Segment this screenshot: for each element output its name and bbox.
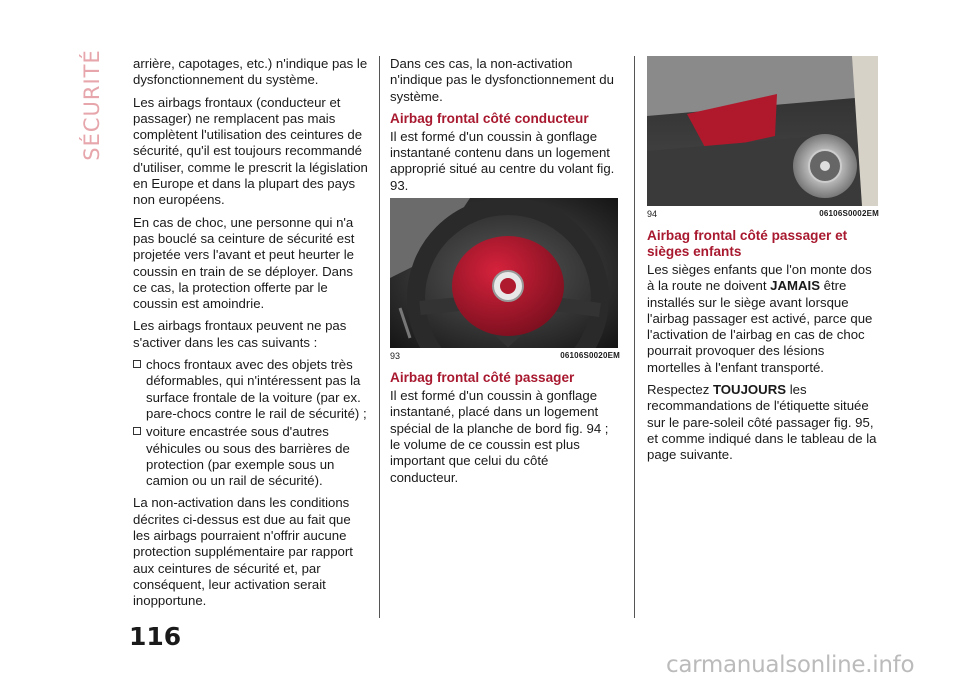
paragraph: La non-activation dans les conditions décrites ci-dessus est due au fait que les airbags pourraient n'offrir aucune protection supplémentaire par rapport aux ceintures de sécurité et, par conséquent, leur activation serait inopportune. — [133, 495, 353, 609]
paragraph: Les airbags frontaux peuvent ne pas s'activer dans les cas suivants : — [133, 318, 347, 350]
paragraph: Les sièges enfants que l'on monte dos à la route ne doivent JAMAIS être installés sur le siège avant lorsque l'airbag passager est activé, parce que l'activation de l'airbag en cas de choc pourrait provoquer des lésions mortelles à l'enfant transporté. — [647, 262, 873, 375]
column-1 — [133, 56, 369, 616]
section-title: SÉCURITÉ — [80, 49, 104, 161]
figure-number: 94 — [647, 209, 658, 219]
heading-driver-airbag: Airbag frontal côté conducteur — [390, 110, 589, 126]
column-2 — [390, 56, 620, 492]
paragraph: arrière, capotages, etc.) n'indique pas le dysfonctionnement du système. — [133, 56, 368, 88]
paragraph: En cas de choc, une personne qui n'a pas bouclé sa ceinture de sécurité est projetée vers l'avant et peut heurter le coussin en train de se déployer. Dans ce cas, la protection offerte par le coussin est amoindrie. — [133, 214, 355, 312]
column-divider — [379, 56, 380, 618]
emphasis-never: JAMAIS — [770, 278, 820, 294]
figure-code: 06106S0002EM — [819, 209, 879, 218]
paragraph: Il est formé d'un coussin à gonflage instantané, placé dans un logement spécial de la planche de bord fig. 94 ; le volume de ce coussin est plus important que celui du côté conducteur. — [390, 388, 609, 485]
list-item: chocs frontaux avec des objets très déformables, qui n'intéressent pas la surface frontale de la voiture (par ex. pare-chocs contre le rail de sécurité) ; — [133, 357, 369, 422]
figure-number: 93 — [390, 351, 401, 362]
page-number: 116 — [129, 622, 182, 651]
paragraph: Respectez TOUJOURS les recommandations de l'étiquette située sur le pare-soleil côté passager fig. 95, et comme indiqué dans le tableau de la page suivante. — [647, 382, 877, 463]
figure-caption — [390, 350, 620, 362]
emphasis-always: TOUJOURS — [712, 382, 787, 398]
watermark: carmanualsonline.info — [666, 652, 915, 678]
heading-passenger-airbag: Airbag frontal côté passager — [390, 370, 575, 386]
figure-steering-wheel-airbag — [390, 198, 618, 348]
figure-passenger-airbag — [647, 56, 878, 206]
heading-child-seats: Airbag frontal côté passager et sièges enfants — [647, 228, 848, 259]
paragraph: Dans ces cas, la non-activation n'indique pas le dysfonctionnement du système. — [390, 56, 614, 104]
list-item: voiture encastrée sous d'autres véhicules ou sous des barrières de protection (par exemple sous un camion ou un rail de sécurité). — [133, 424, 369, 489]
column-3 — [647, 56, 879, 470]
column-divider — [634, 56, 635, 618]
checkbox-bullet-icon — [133, 360, 141, 368]
steering-wheel-illustration — [390, 198, 618, 348]
dashboard-illustration — [647, 56, 878, 206]
paragraph: Les airbags frontaux (conducteur et passager) ne remplacent pas mais complètent l'utilisation des ceintures de sécurité, qu'il est toujours recommandé d'utiliser, comme le prescrit la législation en Europe et dans la plupart des pays non européens. — [133, 94, 368, 208]
figure-code: 06106S0020EM — [560, 351, 620, 361]
paragraph: Il est formé d'un coussin à gonflage instantané contenu dans un logement approprié situé au centre du volant fig. 93. — [390, 128, 615, 193]
checkbox-bullet-icon — [133, 427, 141, 435]
figure-caption — [647, 208, 879, 220]
